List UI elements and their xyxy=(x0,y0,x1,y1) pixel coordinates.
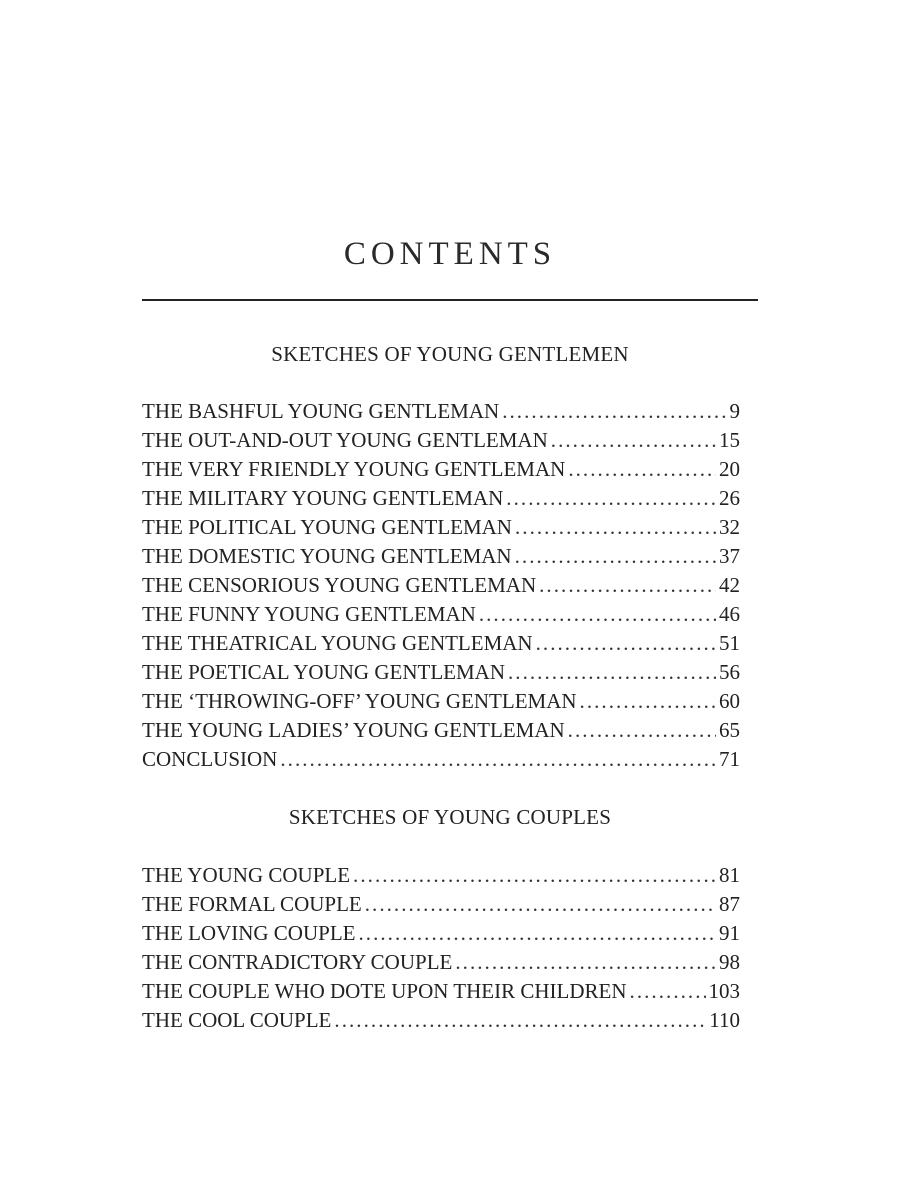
toc-entry-title[interactable]: THE FORMAL COUPLE xyxy=(142,892,362,916)
section-heading-young-gentlemen: SKETCHES OF YOUNG GENTLEMEN xyxy=(271,342,629,366)
toc-entry-title[interactable]: THE YOUNG COUPLE xyxy=(142,863,351,887)
toc-entry-title[interactable]: THE FUNNY YOUNG GENTLEMAN xyxy=(142,602,476,626)
toc-entry-title[interactable]: THE ‘THROWING-OFF’ YOUNG GENTLEMAN xyxy=(142,689,577,713)
toc-entry-very-friendly[interactable] xyxy=(142,455,740,484)
toc-dot-leader xyxy=(539,571,716,600)
toc-entry-poetical[interactable] xyxy=(142,658,740,687)
toc-entry-censorious[interactable] xyxy=(142,571,740,600)
toc-entry-title[interactable]: THE POETICAL YOUNG GENTLEMAN xyxy=(142,660,505,684)
toc-dot-leader xyxy=(502,397,726,426)
toc-dot-leader xyxy=(568,455,716,484)
toc-entry-conclusion[interactable] xyxy=(142,745,740,774)
toc-entry-funny[interactable] xyxy=(142,600,740,629)
toc-entry-formal-couple[interactable] xyxy=(142,890,740,919)
toc-dot-leader xyxy=(506,484,716,513)
toc-page-number[interactable]: 87 xyxy=(719,892,740,916)
toc-entry-title[interactable]: THE LOVING COUPLE xyxy=(142,921,356,945)
toc-entry-out-and-out[interactable] xyxy=(142,426,740,455)
toc-entry-title[interactable]: THE MILITARY YOUNG GENTLEMAN xyxy=(142,486,504,510)
toc-entry-political[interactable] xyxy=(142,513,740,542)
toc-page-number[interactable]: 110 xyxy=(709,1008,740,1032)
title-divider xyxy=(142,299,758,301)
toc-entry-loving-couple[interactable] xyxy=(142,919,740,948)
toc-dot-leader xyxy=(508,658,716,687)
toc-entry-theatrical[interactable] xyxy=(142,629,740,658)
toc-entry-young-couple[interactable] xyxy=(142,861,740,890)
toc-entry-title[interactable]: THE POLITICAL YOUNG GENTLEMAN xyxy=(142,515,512,539)
toc-entry-young-ladies[interactable] xyxy=(142,716,740,745)
toc-dot-leader xyxy=(358,919,716,948)
toc-page-number[interactable]: 37 xyxy=(719,544,740,568)
toc-page-number[interactable]: 42 xyxy=(719,573,740,597)
toc-entry-military[interactable] xyxy=(142,484,740,513)
toc-entry-title[interactable]: THE CONTRADICTORY COUPLE xyxy=(142,950,453,974)
toc-dot-leader xyxy=(365,890,716,919)
toc-entry-cool-couple[interactable] xyxy=(142,1006,740,1035)
toc-list-young-couples xyxy=(142,861,740,1035)
toc-entry-domestic[interactable] xyxy=(142,542,740,571)
toc-page-number[interactable]: 56 xyxy=(719,660,740,684)
toc-dot-leader xyxy=(536,629,716,658)
toc-entry-title[interactable]: THE YOUNG LADIES’ YOUNG GENTLEMAN xyxy=(142,718,565,742)
toc-page-number[interactable]: 91 xyxy=(719,921,740,945)
toc-dot-leader xyxy=(515,542,716,571)
toc-dot-leader xyxy=(568,716,716,745)
toc-entry-title[interactable]: THE BASHFUL YOUNG GENTLEMAN xyxy=(142,399,500,423)
toc-page-number[interactable]: 103 xyxy=(708,979,740,1003)
toc-list-young-gentlemen xyxy=(142,397,740,774)
toc-page-number[interactable]: 60 xyxy=(719,689,740,713)
toc-entry-throwing-off[interactable] xyxy=(142,687,740,716)
toc-dot-leader xyxy=(280,745,716,774)
toc-entry-title[interactable]: THE OUT-AND-OUT YOUNG GENTLEMAN xyxy=(142,428,548,452)
toc-page-number[interactable]: 51 xyxy=(719,631,740,655)
toc-page-number[interactable]: 65 xyxy=(719,718,740,742)
toc-entry-title[interactable]: THE THEATRICAL YOUNG GENTLEMAN xyxy=(142,631,533,655)
page-title: CONTENTS xyxy=(343,236,557,272)
toc-page-number[interactable]: 46 xyxy=(719,602,740,626)
toc-entry-title[interactable]: THE CENSORIOUS YOUNG GENTLEMAN xyxy=(142,573,537,597)
toc-dot-leader xyxy=(479,600,716,629)
toc-page-number[interactable]: 9 xyxy=(729,399,740,423)
section-heading-young-couples: SKETCHES OF YOUNG COUPLES xyxy=(288,805,612,829)
toc-dot-leader xyxy=(515,513,716,542)
toc-dot-leader xyxy=(551,426,716,455)
toc-page-number[interactable]: 81 xyxy=(719,863,740,887)
toc-dot-leader xyxy=(353,861,716,890)
toc-page-number[interactable]: 71 xyxy=(719,747,740,771)
toc-page-number[interactable]: 98 xyxy=(719,950,740,974)
toc-entry-title[interactable]: THE COUPLE WHO DOTE UPON THEIR CHILDREN xyxy=(142,979,627,1003)
toc-entry-title[interactable]: THE DOMESTIC YOUNG GENTLEMAN xyxy=(142,544,512,568)
toc-entry-title[interactable]: THE COOL COUPLE xyxy=(142,1008,332,1032)
toc-dot-leader xyxy=(580,687,716,716)
toc-page-number[interactable]: 26 xyxy=(719,486,740,510)
toc-entry-title[interactable]: CONCLUSION xyxy=(142,747,278,771)
toc-entry-title[interactable]: THE VERY FRIENDLY YOUNG GENTLEMAN xyxy=(142,457,566,481)
toc-entry-dote-couple[interactable] xyxy=(142,977,740,1006)
toc-dot-leader xyxy=(334,1006,706,1035)
toc-page-number[interactable]: 15 xyxy=(719,428,740,452)
toc-dot-leader xyxy=(630,977,706,1006)
toc-entry-bashful[interactable] xyxy=(142,397,740,426)
toc-page-number[interactable]: 32 xyxy=(719,515,740,539)
toc-page-number[interactable]: 20 xyxy=(719,457,740,481)
toc-dot-leader xyxy=(455,948,716,977)
toc-entry-contradictory-couple[interactable] xyxy=(142,948,740,977)
